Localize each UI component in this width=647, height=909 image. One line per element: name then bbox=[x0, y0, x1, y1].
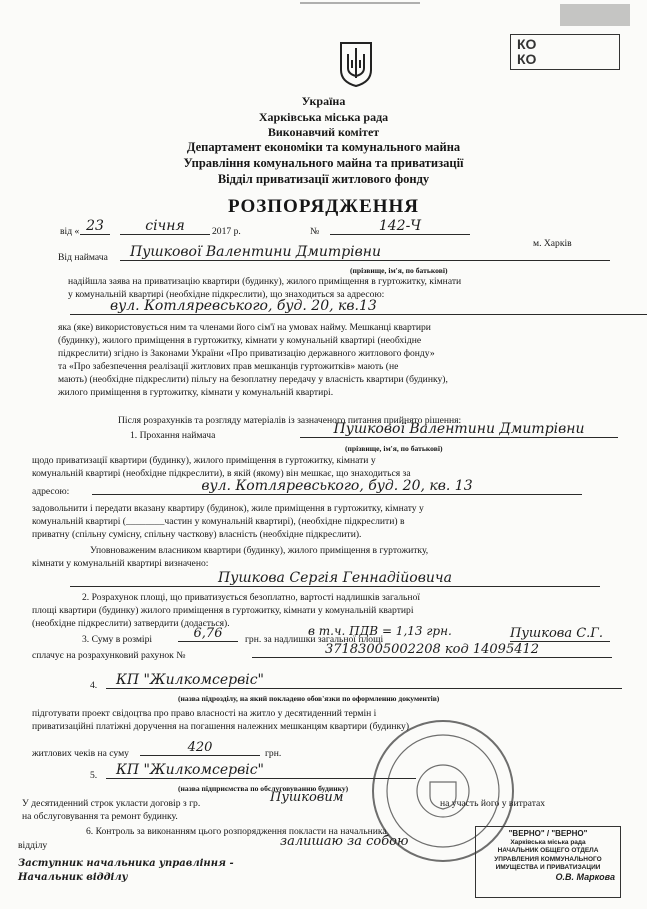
division-head-title: Начальник відділу bbox=[18, 872, 128, 883]
body-line: Після розрахунків та розгляду матеріалів із зазначеного питання прийнято рішення: bbox=[118, 415, 462, 426]
corner-stamp: КО КО bbox=[510, 34, 620, 70]
item3-sum: 6,76 bbox=[178, 626, 238, 642]
address-1: вул. Котляревського, буд. 20, кв.13 bbox=[70, 298, 647, 315]
item4-sum-label: житлових чеків на суму bbox=[32, 748, 129, 759]
item6-text: 6. Контроль за виконанням цього розпорядження покласти на начальника bbox=[86, 826, 387, 837]
date-year: 2017 р. bbox=[212, 226, 241, 237]
council-heading: Харківська міська рада bbox=[258, 110, 389, 124]
item1-caption: (прізвище, ім'я, по батькові) bbox=[345, 444, 443, 453]
document-title: РОЗПОРЯДЖЕННЯ bbox=[227, 196, 420, 217]
date-day: 23 bbox=[80, 218, 110, 235]
committee-heading: Виконавчий комітет bbox=[267, 125, 380, 139]
body-line: (необхідне підкреслити) затвердити (додається). bbox=[32, 618, 230, 629]
body-line: 2. Розрахунок площі, що приватизується безоплатно, вартості надлишків загальної bbox=[82, 592, 421, 603]
body-line: площі квартири (будинку) жилого приміщення в гуртожитку, кімнати у комунальній квартирі bbox=[32, 605, 414, 616]
body-line: приватну (спільну сумісну, спільну часткову) власність (необхідне підкреслити). bbox=[32, 529, 362, 540]
item4-sum: 420 bbox=[140, 740, 260, 756]
item4-unit: КП "Жилкомсервіс" bbox=[106, 672, 622, 689]
date-month: січня bbox=[120, 218, 210, 235]
directorate-heading: Управління комунального майна та приватизації bbox=[183, 156, 464, 170]
item5-enterprise: КП "Жилкомсервіс" bbox=[106, 762, 416, 779]
body-line: у комунальній квартирі (необхідне підкреслити), що знаходиться за адресою: bbox=[68, 289, 385, 300]
body-line: надійшла заява на приватизацію квартири (будинку), жилого приміщення в гуртожитку, кімнати bbox=[68, 276, 462, 287]
body-line: задовольнити і передати вказану квартиру (будинок), жиле приміщення в гуртожитку, кімнату у bbox=[32, 503, 424, 514]
item5-contract: У десятиденний строк укласти договір з гр. bbox=[22, 798, 201, 809]
item4-currency: грн. bbox=[265, 748, 282, 759]
item3-label: 3. Суму в розмірі bbox=[82, 634, 153, 645]
body-line: підготувати проект свідоцтва про право власності на житло у десятиденний термін і bbox=[32, 708, 377, 719]
approval-stamp: "ВЕРНО" / "ВЕРНО" Харківська міська рада НАЧАЛЬНИК ОБЩЕГО ОТДЕЛА УПРАВЛЕНИЯ КОММУНАЛЬНОГО ИМУЩЕСТВА И ПРИВАТИЗАЦИИ О.В. Маркова bbox=[475, 826, 621, 898]
date-prefix: від « bbox=[60, 226, 80, 237]
body-line: жилого приміщення в гуртожитку, кімнати у комунальній квартирі. bbox=[58, 387, 334, 398]
authorized-owner: Пушкова Сергія Геннадійовича bbox=[70, 570, 600, 587]
coat-of-arms-icon bbox=[338, 40, 374, 88]
item3-account-label: сплачує на розрахунковий рахунок № bbox=[32, 650, 186, 661]
body-line: щодо приватизації квартири (будинку), жилого приміщення в гуртожитку, кімнати у bbox=[32, 455, 376, 466]
address-2: вул. Котляревського, буд. 20, кв. 13 bbox=[92, 478, 582, 495]
deputy-head-title: Заступник начальника управління - bbox=[18, 858, 234, 869]
department-heading: Департамент економіки та комунального майна bbox=[186, 140, 461, 154]
order-number-label: № bbox=[310, 226, 320, 237]
body-line: комунальній квартирі (________частин у комунальній квартирі), (необхідне підкреслити) в bbox=[32, 516, 405, 527]
item6-tail: відділу bbox=[18, 840, 48, 851]
body-line: Уповноваженим власником квартири (будинку), жилого приміщення в гуртожитку, bbox=[90, 545, 429, 556]
item4-label: 4. bbox=[90, 680, 98, 691]
body-line: приватизаційні платіжні доручення на погашення належних мешканцям квартири (будинку) bbox=[32, 721, 410, 732]
body-line: яка (яке) використовується ним та членами його сім'ї на умовах найму. Мешканці квартири bbox=[58, 322, 431, 333]
employer-label: Від наймача bbox=[58, 252, 108, 263]
employer-caption: (прізвище, ім'я, по батькові) bbox=[350, 266, 448, 275]
item1-label: 1. Прохання наймача bbox=[130, 430, 216, 441]
body-line: на обслуговування та ремонт будинку. bbox=[22, 811, 178, 822]
item3-account: 37183005002208 код 14095412 bbox=[252, 642, 612, 658]
scan-noise bbox=[560, 4, 630, 26]
body-line: (будинку), жилого приміщення в гуртожитку, кімнати у комунальній квартирі (необхідне bbox=[58, 335, 422, 346]
body-line: мають) (необхідне підкреслити) пільгу на безоплатну передачу у власність квартири (будинку), bbox=[58, 374, 448, 385]
city: м. Харків bbox=[533, 238, 572, 249]
order-number: 142-Ч bbox=[330, 218, 470, 235]
body-line: підкреслити) згідно із Законами України «Про приватизацію державного житлового фонду» bbox=[58, 348, 435, 359]
item1-person: Пушкової Валентини Дмитрівни bbox=[300, 421, 618, 438]
division-heading: Відділ приватизації житлового фонду bbox=[217, 172, 430, 186]
item4-caption: (назва підрозділу, на який покладено обов'язки по оформленню документів) bbox=[178, 694, 440, 703]
scan-noise bbox=[300, 2, 420, 4]
item3-payer: Пушкова С.Г. bbox=[510, 626, 610, 642]
body-line: адресою: bbox=[32, 486, 70, 497]
item3-text: грн. за надлишки загальної площі bbox=[245, 634, 384, 645]
body-line: кімнати у комунальній квартирі визначено: bbox=[32, 558, 209, 569]
item6-handwritten: залишаю за собою bbox=[280, 834, 409, 849]
item5-label: 5. bbox=[90, 770, 98, 781]
body-line: та «Про забезпечення реалізації житлових прав мешканців гуртожитків» мають (не bbox=[58, 361, 399, 372]
item5-caption: (назва підприємства по обслуговуванню будинку) bbox=[178, 784, 349, 793]
body-line: комунальній квартирі (необхідне підкреслити), в якій (якому) він мешкає, що знаходиться за bbox=[32, 468, 411, 479]
item5-person: Пушковим bbox=[270, 790, 344, 805]
item5-contract-tail: на участь його у витратах bbox=[440, 798, 546, 809]
employer-name: Пушкової Валентини Дмитрівни bbox=[120, 244, 610, 261]
country-heading: Україна bbox=[301, 94, 346, 108]
item3-vat-note: в т.ч. ПДВ = 1,13 грн. bbox=[308, 624, 452, 638]
